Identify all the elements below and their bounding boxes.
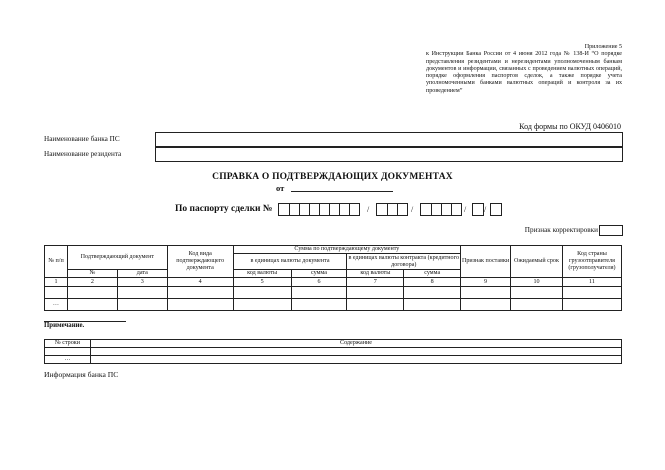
notes-table xyxy=(44,339,622,364)
ellipsis-cell: … xyxy=(45,299,68,311)
header-row-number: № строки xyxy=(45,340,91,348)
header-cur-code: код валюты xyxy=(233,270,291,278)
header-amount: сумма xyxy=(404,270,461,278)
okud-code: Код формы по ОКУД 0406010 xyxy=(519,122,621,131)
header-delivery: Признак поставки xyxy=(461,246,511,278)
appendix-reference xyxy=(426,44,622,95)
table-row xyxy=(45,356,622,364)
column-number: 6 xyxy=(291,278,347,287)
header-amount: сумма xyxy=(291,270,347,278)
table-row xyxy=(45,299,622,311)
header-content: Содержание xyxy=(90,340,621,348)
table-row xyxy=(45,348,622,356)
header-doc: Подтверждающий документ xyxy=(67,246,167,270)
column-number: 3 xyxy=(117,278,167,287)
column-number: 10 xyxy=(511,278,563,287)
header-sum-doc: в единицах валюты документа xyxy=(233,254,347,270)
header-sum-contract: в единицах валюты контракта (кредитного договора) xyxy=(348,254,459,268)
appendix-text: к Инструкции Банка России от 4 июня 2012 года № 138-И “О порядке представления резидентами и нерезидентами уполномоченным банкам документов и информации, связанных с проведением валютных операций, порядке оформления паспортов сделок, а также порядке учета уполномоченными банками валютных операций и контроля за их проведением” xyxy=(426,51,622,94)
bank-name-field[interactable] xyxy=(155,132,623,147)
header-term: Ожидаемый срок xyxy=(511,246,563,278)
documents-table xyxy=(44,245,622,311)
bank-info-label: Информация банка ПС xyxy=(44,370,119,379)
column-number: 5 xyxy=(233,278,291,287)
document-title: СПРАВКА О ПОДТВЕРЖДАЮЩИХ ДОКУМЕНТАХ xyxy=(212,172,453,182)
ellipsis-cell: … xyxy=(45,356,91,364)
header-cur-code: код валюты xyxy=(347,270,404,278)
resident-name-label: Наименование резидента xyxy=(44,150,122,158)
header-doc-no: № xyxy=(67,270,117,278)
column-number: 1 xyxy=(45,278,68,287)
correction-field[interactable] xyxy=(599,225,623,236)
column-number: 4 xyxy=(167,278,233,287)
header-num: № п/п xyxy=(45,246,68,278)
passport-slash-4: / xyxy=(484,205,487,214)
passport-label: По паспорту сделки № xyxy=(175,204,273,214)
appendix-title: Приложение 5 xyxy=(584,44,622,50)
correction-label: Признак корректировки xyxy=(524,226,598,234)
passport-number-part2[interactable] xyxy=(376,203,408,216)
header-sum: Сумма по подтверждающему документу xyxy=(233,246,460,254)
resident-name-field[interactable] xyxy=(155,147,623,162)
column-number: 11 xyxy=(562,278,621,287)
header-country: Код страны грузоотправителя (грузополучателя) xyxy=(562,246,621,278)
column-number: 8 xyxy=(404,278,461,287)
passport-number-part5[interactable] xyxy=(490,203,502,216)
column-number: 9 xyxy=(461,278,511,287)
column-number: 7 xyxy=(347,278,404,287)
passport-slash-3: / xyxy=(464,205,467,214)
passport-slash-2: / xyxy=(411,205,414,214)
note-label: Примечание. xyxy=(44,322,85,329)
bank-name-label: Наименование банка ПС xyxy=(44,135,120,143)
passport-number-part4[interactable] xyxy=(472,203,487,216)
table-row xyxy=(45,287,622,299)
date-field[interactable] xyxy=(291,191,393,192)
passport-number-part1[interactable] xyxy=(278,203,360,216)
column-number: 2 xyxy=(67,278,117,287)
header-kind: Код вида подтверждающего документа xyxy=(167,246,233,278)
header-doc-date: дата xyxy=(117,270,167,278)
passport-slash-1: / xyxy=(367,205,370,214)
passport-number-part3[interactable] xyxy=(420,203,462,216)
date-label: от xyxy=(276,183,285,193)
